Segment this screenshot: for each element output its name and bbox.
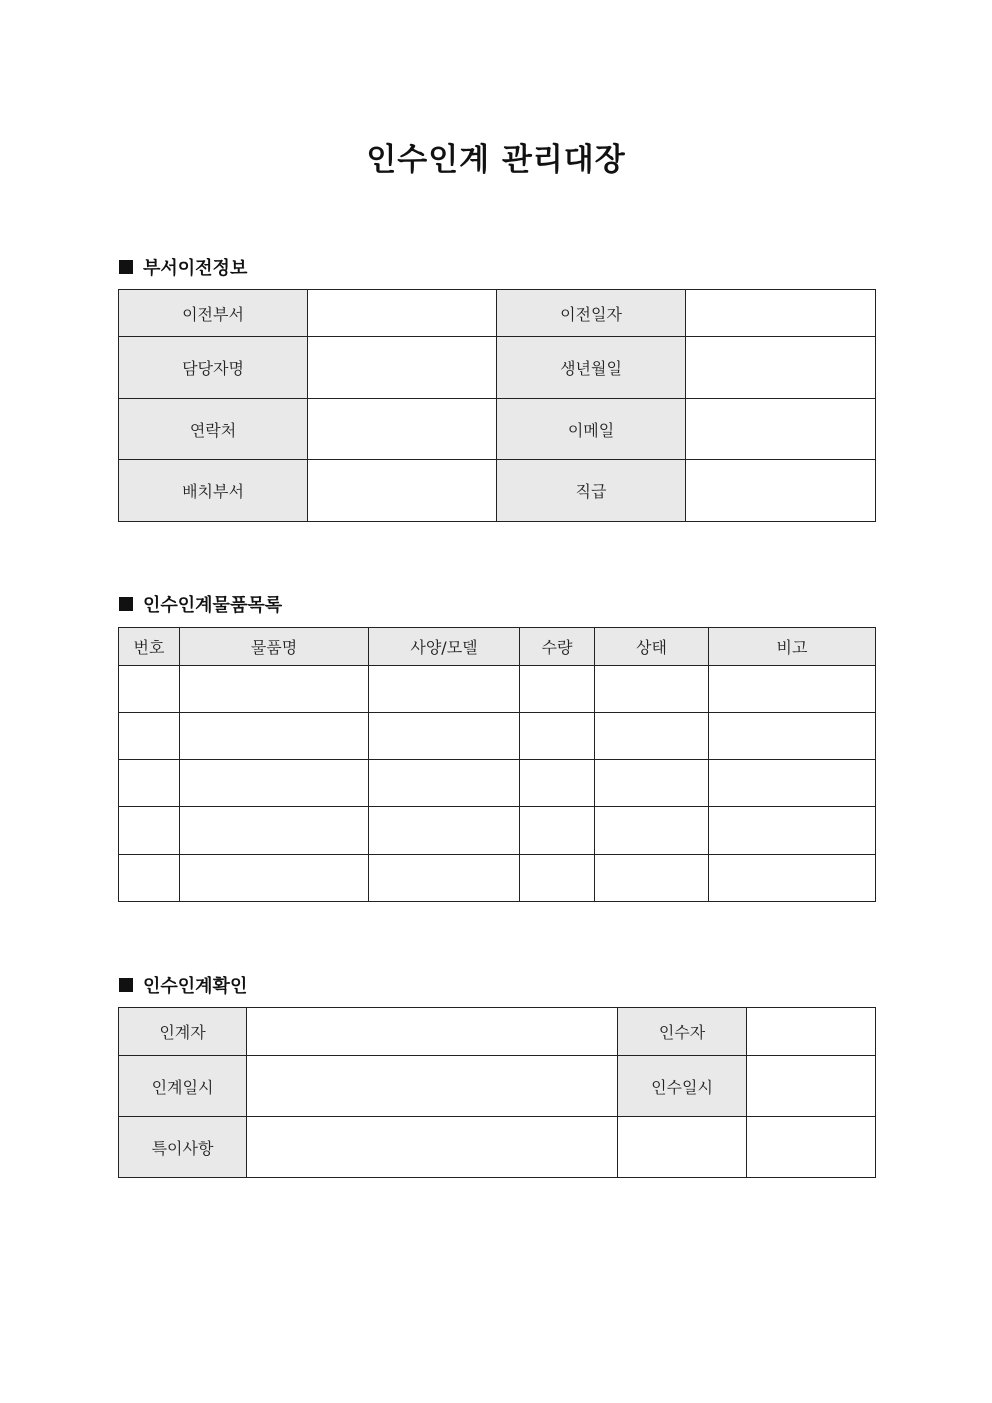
section-heading-handover-items <box>119 591 282 617</box>
receive-datetime-label: 인수일시 <box>618 1056 747 1117</box>
birth-date-field[interactable] <box>686 337 876 399</box>
column-header-number: 번호 <box>119 628 180 666</box>
handover-person-field[interactable] <box>247 1008 618 1056</box>
table-row <box>119 337 876 399</box>
quantity-cell[interactable] <box>520 666 595 713</box>
remarks-cell[interactable] <box>709 807 876 855</box>
handover-items-table <box>118 627 876 902</box>
section-heading-label: 부서이전정보 <box>143 258 248 279</box>
square-bullet-icon <box>119 597 133 611</box>
item-name-cell[interactable] <box>180 807 369 855</box>
item-name-cell[interactable] <box>180 713 369 760</box>
quantity-cell[interactable] <box>520 760 595 807</box>
handover-person-label: 인계자 <box>119 1008 247 1056</box>
condition-cell[interactable] <box>595 666 709 713</box>
condition-cell[interactable] <box>595 855 709 902</box>
spec-model-cell[interactable] <box>369 807 520 855</box>
condition-cell[interactable] <box>595 713 709 760</box>
number-cell[interactable] <box>119 713 180 760</box>
transfer-department-field[interactable] <box>308 290 497 337</box>
section-heading-label: 인수인계확인 <box>143 976 248 997</box>
position-label: 직급 <box>497 460 686 522</box>
column-header-quantity: 수량 <box>520 628 595 666</box>
column-header-item-name: 물품명 <box>180 628 369 666</box>
quantity-cell[interactable] <box>520 713 595 760</box>
person-name-label: 담당자명 <box>119 337 308 399</box>
contact-field[interactable] <box>308 399 497 460</box>
contact-label: 연락처 <box>119 399 308 460</box>
transfer-date-field[interactable] <box>686 290 876 337</box>
table-row <box>119 807 876 855</box>
section-heading-department-transfer <box>119 254 247 280</box>
table-header-row <box>119 628 876 666</box>
number-cell[interactable] <box>119 855 180 902</box>
empty-cell[interactable] <box>747 1117 876 1178</box>
section-heading-handover-confirmation <box>119 972 247 998</box>
table-row <box>119 1008 876 1056</box>
table-row <box>119 399 876 460</box>
table-row <box>119 760 876 807</box>
document-title: 인수인계 관리대장 <box>366 142 626 178</box>
transfer-department-label: 이전부서 <box>119 290 308 337</box>
column-header-condition: 상태 <box>595 628 709 666</box>
item-name-cell[interactable] <box>180 666 369 713</box>
spec-model-cell[interactable] <box>369 666 520 713</box>
assigned-department-label: 배치부서 <box>119 460 308 522</box>
position-field[interactable] <box>686 460 876 522</box>
spec-model-cell[interactable] <box>369 855 520 902</box>
condition-cell[interactable] <box>595 760 709 807</box>
table-row <box>119 1056 876 1117</box>
table-row <box>119 460 876 522</box>
remarks-cell[interactable] <box>709 760 876 807</box>
special-notes-field[interactable] <box>247 1117 618 1178</box>
column-header-remarks: 비고 <box>709 628 876 666</box>
remarks-cell[interactable] <box>709 855 876 902</box>
receiver-field[interactable] <box>747 1008 876 1056</box>
condition-cell[interactable] <box>595 807 709 855</box>
table-row <box>119 666 876 713</box>
quantity-cell[interactable] <box>520 807 595 855</box>
assigned-department-field[interactable] <box>308 460 497 522</box>
item-name-cell[interactable] <box>180 855 369 902</box>
square-bullet-icon <box>119 260 133 274</box>
handover-datetime-field[interactable] <box>247 1056 618 1117</box>
email-label: 이메일 <box>497 399 686 460</box>
number-cell[interactable] <box>119 666 180 713</box>
table-row <box>119 713 876 760</box>
table-row <box>119 855 876 902</box>
table-row <box>119 290 876 337</box>
transfer-date-label: 이전일자 <box>497 290 686 337</box>
remarks-cell[interactable] <box>709 666 876 713</box>
number-cell[interactable] <box>119 807 180 855</box>
item-name-cell[interactable] <box>180 760 369 807</box>
receive-datetime-field[interactable] <box>747 1056 876 1117</box>
table-row <box>119 1117 876 1178</box>
email-field[interactable] <box>686 399 876 460</box>
birth-date-label: 생년월일 <box>497 337 686 399</box>
special-notes-label: 특이사항 <box>119 1117 247 1178</box>
spec-model-cell[interactable] <box>369 760 520 807</box>
number-cell[interactable] <box>119 760 180 807</box>
department-transfer-table <box>118 289 876 522</box>
column-header-spec-model: 사양/모델 <box>369 628 520 666</box>
handover-datetime-label: 인계일시 <box>119 1056 247 1117</box>
empty-cell[interactable] <box>618 1117 747 1178</box>
square-bullet-icon <box>119 978 133 992</box>
handover-confirmation-table <box>118 1007 876 1178</box>
quantity-cell[interactable] <box>520 855 595 902</box>
section-heading-label: 인수인계물품목록 <box>143 595 283 616</box>
person-name-field[interactable] <box>308 337 497 399</box>
receiver-label: 인수자 <box>618 1008 747 1056</box>
remarks-cell[interactable] <box>709 713 876 760</box>
spec-model-cell[interactable] <box>369 713 520 760</box>
